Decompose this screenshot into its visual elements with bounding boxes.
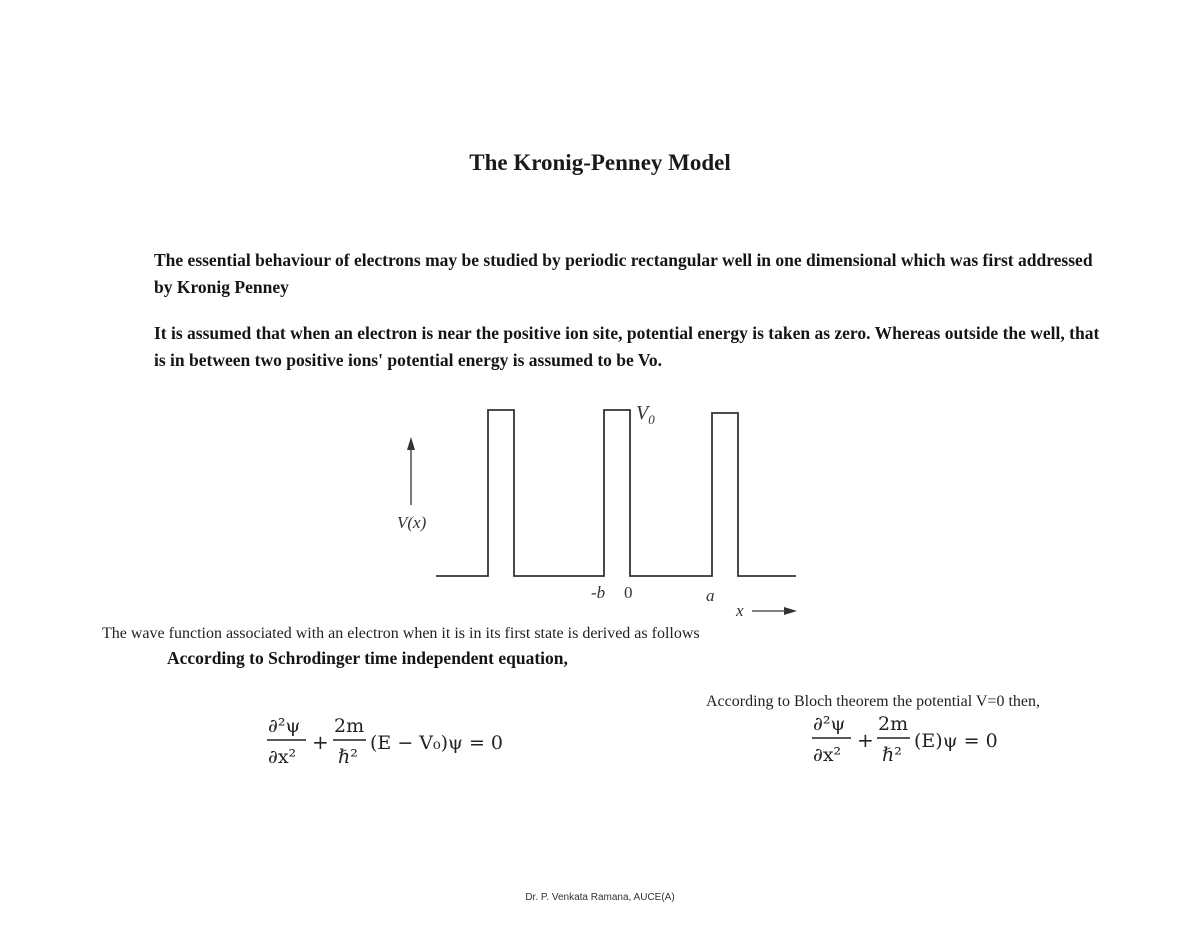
eq1-denominator-left: ∂x² xyxy=(268,746,297,768)
eq1-denominator-right: ℏ² xyxy=(338,746,358,768)
eq2-denominator-left: ∂x² xyxy=(813,744,842,766)
v0-letter: V xyxy=(636,402,649,424)
page-title: The Kronig-Penney Model xyxy=(469,150,731,175)
assumption-paragraph: It is assumed that when an electron is near the positive ion site, potential energy is taken as zero. Whereas outside the well, that is in between two positive ions' potential energy is assumed to be Vo. xyxy=(154,323,1100,370)
footer-author: Dr. P. Venkata Ramana, AUCE(A) xyxy=(525,892,675,903)
eq1-numerator-right: 2m xyxy=(334,715,365,737)
wave-function-text: The wave function associated with an electron when it is in its first state is derived as follows xyxy=(102,625,700,642)
intro-paragraph: The essential behaviour of electrons may be studied by periodic rectangular well in one dimensional which was first addressed by Kronig Penney xyxy=(154,250,1093,297)
potential-well-line xyxy=(436,410,796,576)
vx-arrow-head xyxy=(407,437,415,450)
eq1-plus: + xyxy=(312,730,329,754)
eq1-numerator-left: ∂²ψ xyxy=(268,715,301,737)
eq2-numerator-left: ∂²ψ xyxy=(813,713,846,735)
bloch-text: According to Bloch theorem the potential V=0 then, xyxy=(706,693,1040,710)
zero-label: 0 xyxy=(624,583,633,602)
minus-b-label: -b xyxy=(591,583,606,602)
eq2-plus: + xyxy=(857,728,874,752)
eq1-tail: (E − V₀)ψ = 0 xyxy=(370,732,504,754)
eq2-denominator-right: ℏ² xyxy=(882,744,902,766)
a-label: a xyxy=(706,586,715,605)
vx-label: V(x) xyxy=(397,513,427,532)
x-label: x xyxy=(736,601,744,620)
schrodinger-text: According to Schrodinger time independent equation, xyxy=(167,648,568,668)
schrodinger-equation xyxy=(262,708,522,774)
bloch-equation xyxy=(808,706,1008,772)
eq2-numerator-right: 2m xyxy=(878,713,909,735)
potential-diagram xyxy=(380,395,820,625)
v0-subscript: 0 xyxy=(648,412,655,427)
v0-label xyxy=(636,402,655,427)
eq2-tail: (E)ψ = 0 xyxy=(914,730,998,752)
x-arrow-head xyxy=(784,607,797,615)
